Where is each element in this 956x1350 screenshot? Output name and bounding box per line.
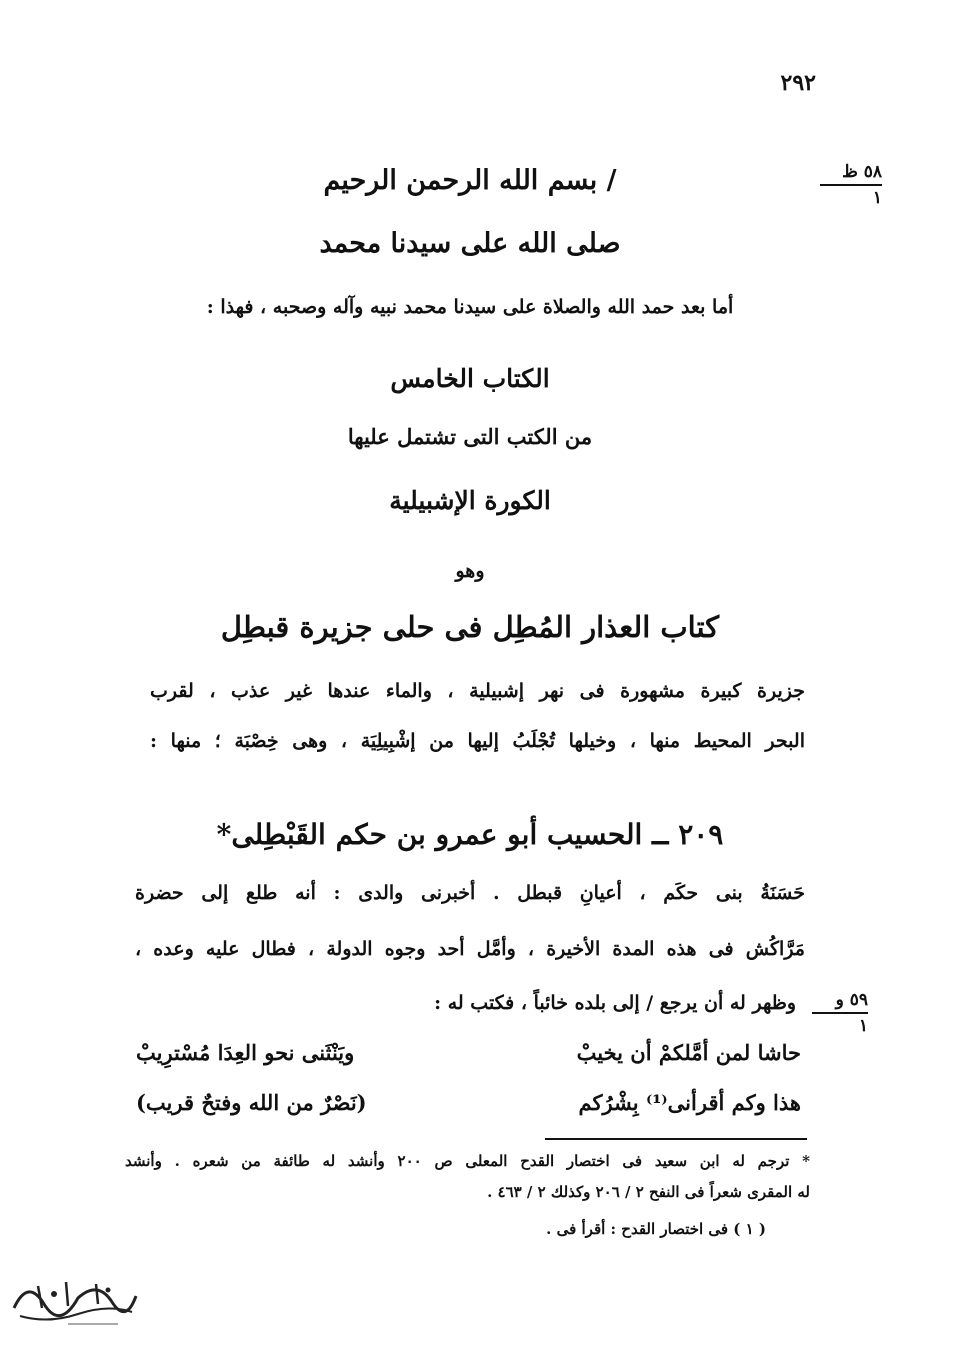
description-line-2: البحر المحيط منها ، وخيلها تُجْلَبُ إليها من إشْبِيلِيَة ، وهى خِصْبَة ؛ منها : [150, 730, 805, 752]
margin-rule [820, 184, 882, 186]
region-title: الكورة الإشبيلية [389, 486, 551, 515]
wahuwa-label: وهو [455, 560, 485, 582]
margin-line-number: ١ [872, 188, 882, 208]
verse-1-second-hemistich: ويَنْثَنى نحو العِدَا مُسْترِيبْ [136, 1040, 355, 1065]
entry-heading: ٢٠٩ ــ الحسيب أبو عمرو بن حكم القَبْطِلى* [216, 818, 724, 851]
book-subtitle: من الكتب التى تشتمل عليها [347, 424, 593, 449]
intro-line: أما بعد حمد الله والصلاة على سيدنا محمد نبيه وآله وصحبه ، فهذا : [206, 296, 734, 318]
page-number: ٢٩٢ [780, 70, 816, 96]
salawat: صلى الله على سيدنا محمد [319, 228, 621, 259]
description-line-1: جزيرة كبيرة مشهورة فى نهر إشبيلية ، والماء عندها غير عذب ، لقرب [150, 680, 805, 702]
verse-2 [136, 1090, 801, 1124]
margin-rule [812, 1012, 868, 1014]
entry-line-2: مَرَّاكُش فى هذه المدة الأخيرة ، وأمَّل أحد وجوه الدولة ، فطال عليه وعده ، [135, 938, 805, 960]
verse-2-first-hemistich: هذا وكم أقرأنى⁽¹⁾ بِشْرُكم [578, 1090, 801, 1115]
margin-folio: ٥٨ ظ [842, 162, 882, 182]
book-name: كتاب العذار المُطِل فى حلى جزيرة قبطِل [220, 610, 720, 644]
footnote-2: ( ١ ) فى اختصار القدح : أقرأ فى . [546, 1220, 766, 1238]
footnote-separator [545, 1138, 807, 1140]
margin-line-number: ١ [858, 1016, 868, 1036]
verse-1 [136, 1040, 801, 1074]
basmala: / بسم الله الرحمن الرحيم [323, 165, 617, 196]
verse-2-second-hemistich: (نَصْرٌ من الله وفتحٌ قريب) [136, 1090, 367, 1115]
library-stamp-logo [8, 1268, 140, 1330]
footnote-1-line-2: له المقرى شعراً فى النفح ٢ / ٢٠٦ وكذلك ٢ / ٤٦٣ . [487, 1183, 810, 1201]
margin-note-folio-59 [812, 990, 868, 1036]
verse-1-first-hemistich: حاشا لمن أمَّلكمْ أن يخيبْ [576, 1040, 801, 1065]
footnote-1-line-1: * ترجم له ابن سعيد فى اختصار القدح المعلى ص ٢٠٠ وأنشد له طائفة من شعره . وأنشد [125, 1152, 810, 1170]
margin-folio: ٥٩ و [835, 990, 868, 1010]
margin-note-folio-58 [820, 162, 882, 208]
entry-line-3: وظهر له أن يرجع / إلى بلده خائباً ، فكتب له : [434, 992, 796, 1014]
book-title: الكتاب الخامس [390, 364, 550, 393]
entry-line-1: حَسَنَةُ بنى حكَم ، أعيانِ قبطل . أخبرنى والدى : أنه طلع إلى حضرة [135, 882, 805, 904]
